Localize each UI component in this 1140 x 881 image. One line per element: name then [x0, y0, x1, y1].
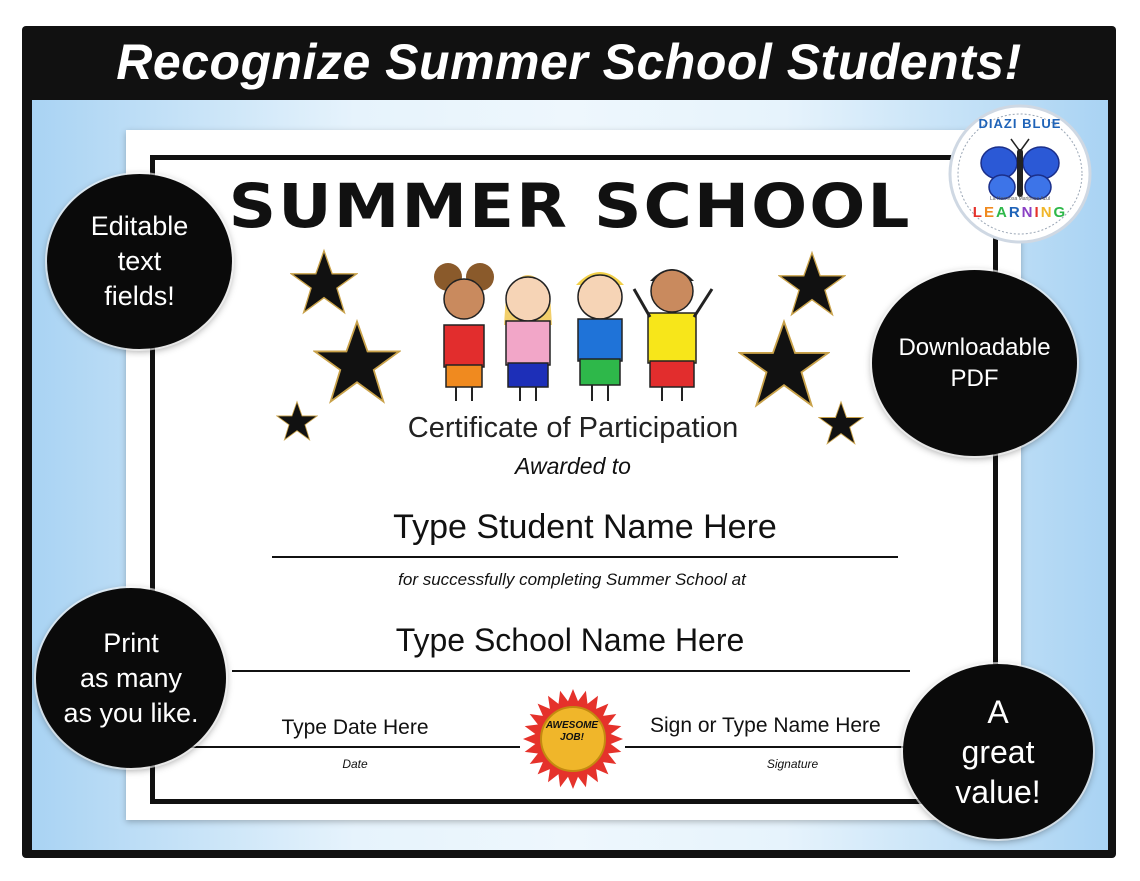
date-field[interactable]: Type Date Here [281, 716, 429, 739]
school-name-underline [232, 670, 910, 672]
seal-line-2: JOB! [560, 732, 584, 743]
student-name-underline [272, 556, 898, 558]
certificate-title: SUMMER SCHOOL [228, 171, 912, 242]
logo-bottom-text [960, 204, 1080, 221]
signature-label: Signature [766, 757, 819, 771]
bubble-line: Print [103, 627, 159, 658]
student-name-field[interactable]: Type Student Name Here [393, 508, 777, 546]
school-name-field[interactable]: Type School Name Here [395, 622, 745, 658]
seal-line-1: AWESOME [545, 720, 599, 731]
logo-letter: R [1008, 204, 1022, 221]
certificate-heading: Certificate of Participation [407, 412, 739, 444]
logo-letter: G [1053, 204, 1068, 221]
star-icon [738, 318, 830, 410]
logo-letter: E [983, 204, 996, 221]
bubble-line: text [117, 246, 162, 276]
signature-underline [625, 746, 915, 748]
bubble-line: Editable [90, 211, 189, 241]
bubble-line: Downloadable [898, 334, 1051, 361]
banner-title: Recognize Summer School Students! [116, 34, 1022, 90]
bubble-line: PDF [950, 365, 999, 392]
print-bubble [36, 588, 226, 768]
logo-top-text: DIAZI BLUE [978, 116, 1062, 131]
date-label: Date [342, 757, 368, 771]
downloadable-pdf-bubble [872, 270, 1077, 456]
star-icon [778, 250, 846, 318]
bubble-line: great [961, 733, 1035, 770]
logo-sub-text: La Hermosa Mariposa Azul [989, 196, 1051, 202]
bubble-line: A [987, 693, 1009, 730]
logo-letter: N [1021, 204, 1035, 221]
bubble-line: fields! [104, 281, 175, 311]
signature-field[interactable]: Sign or Type Name Here [650, 714, 881, 737]
date-underline [180, 746, 520, 748]
kids-illustration-icon [428, 255, 728, 410]
bubble-line: value! [955, 773, 1041, 810]
logo-letter: L [972, 204, 984, 221]
awarded-to-label: Awarded to [515, 453, 631, 479]
seal-text [536, 720, 608, 744]
great-value-bubble [903, 664, 1093, 839]
bubble-line: as you like. [63, 697, 199, 728]
logo-letter: A [995, 204, 1009, 221]
completion-text: for successfully completing Summer School at [398, 570, 746, 589]
logo-letter: I [1034, 204, 1041, 221]
star-icon [290, 248, 358, 316]
editable-text-bubble [47, 174, 232, 349]
star-icon [313, 318, 401, 406]
logo-letter: N [1040, 204, 1054, 221]
bubble-line: as many [79, 662, 183, 693]
